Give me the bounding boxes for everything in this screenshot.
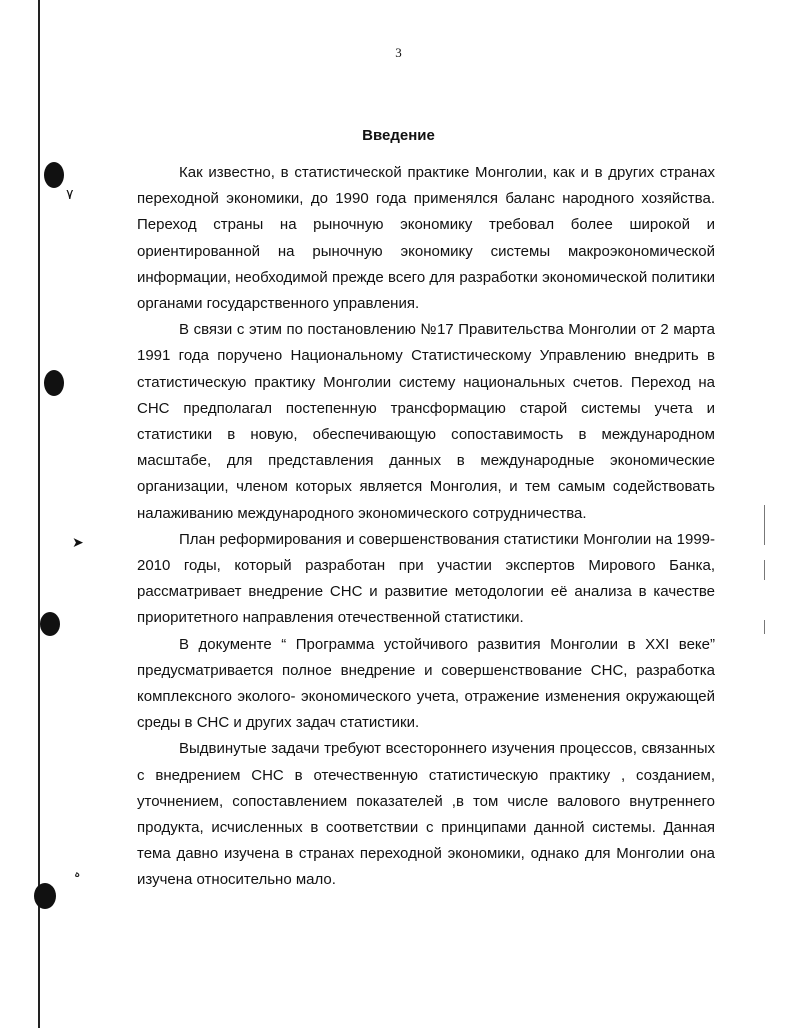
punch-hole-mark [40,612,60,636]
paragraph: План реформирования и совершенствования статистики Монголии на 1999-2010 годы, который разработан при участии экспертов Мирового Банка, рассматривает внедрение СНС и развитие методологии её анализа в качестве приоритетного направления отечественной статистики. [137,530,715,627]
scan-edge-line [764,505,765,545]
scan-edge-line [764,620,765,634]
binding-edge-line [38,0,40,1028]
punch-hole-mark [34,883,56,909]
paragraph: В документе “ Программа устойчивого развития Монголии в XXI веке” предусматривается полное внедрение и совершенствование СНС, разработка комплексного эколого- экономического учета, отражение изменения окружающей среды в СНС и других задач статистики. [137,635,715,732]
scan-edge-line [764,560,765,580]
paragraph: Как известно, в статистической практике Монголии, как и в других странах переходной экономики, до 1990 года применялся баланс народного хозяйства. Переход страны на рыночную экономику требовал более широкой и ориентированной на рыночную экономику системы макроэкономической информации, необходимой прежде всего для разработки экономической политики органами государственного управления. [137,164,715,313]
scan-artifact-mark: ہ [74,867,81,880]
page-number: 3 [395,45,402,60]
punch-hole-mark [44,370,64,396]
scan-artifact-mark: ٧ [66,187,74,203]
punch-hole-mark [44,162,64,188]
section-heading: Введение [362,127,435,144]
paragraph: В связи с этим по постановлению №17 Правительства Монголии от 2 марта 1991 года поручено Национальному Статистическому Управлению внедрить в статистическую практику Монголии систему национальных счетов. Переход на СНС предполагал постепенную трансформацию старой системы учета и статистики в новую, обеспечивающую сопоставимость в международном масштабе, для представления данных в международные экономические организации, членом которых является Монголия, и тем самым содействовать налаживанию международного экономического сотрудничества. [137,321,715,522]
paragraph: Выдвинутые задачи требуют всестороннего изучения процессов, связанных с внедрением СНС в отечественную статистическую практику , созданием, уточнением, сопоставлением показателей ,в том числе валового внутреннего продукта, исчисленных в соответствии с принципами данной системы. Данная тема давно изучена в странах переходной экономики, однако для Монголии она изучена относительно мало. [137,740,715,889]
scan-artifact-mark: ➤ [72,535,84,551]
body-text [137,160,715,894]
